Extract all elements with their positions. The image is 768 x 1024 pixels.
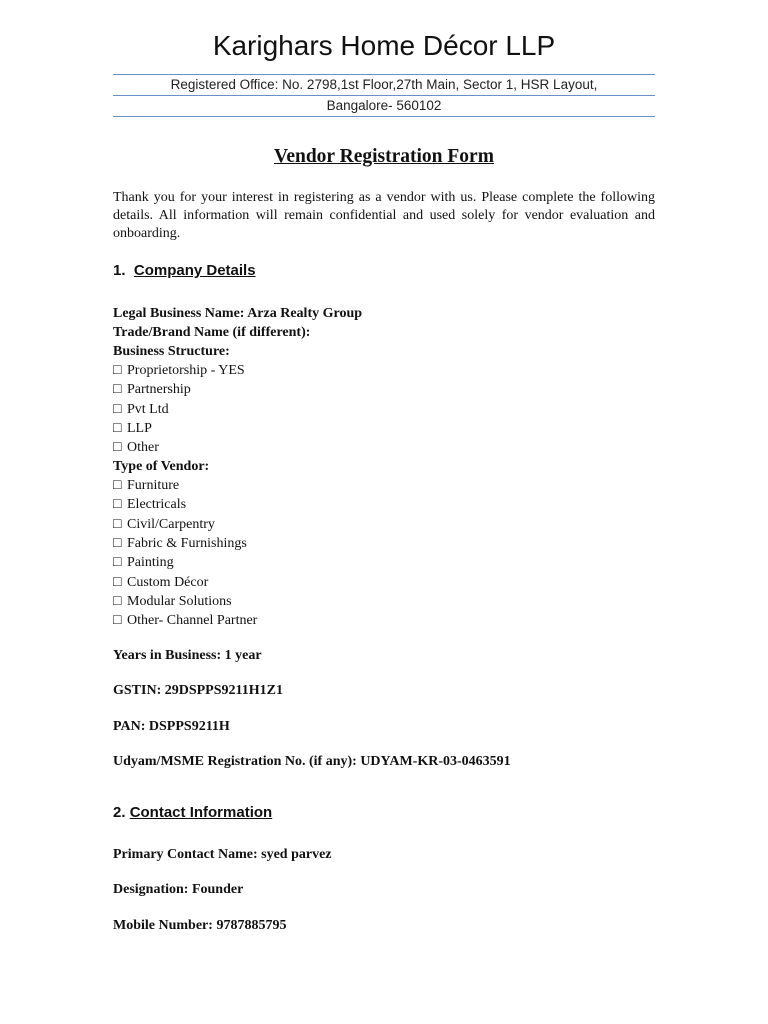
section-1-heading [113,262,256,279]
section-1-number: 1. [113,262,126,279]
designation-value: Founder [191,882,244,897]
section-2-heading [113,804,272,821]
vendor-type-option [113,476,655,495]
checkbox-icon[interactable]: □ [113,401,122,417]
checkbox-icon[interactable]: □ [113,440,122,456]
checkbox-icon[interactable]: □ [113,382,122,398]
udyam-registration [113,753,511,771]
option-label: LLP [127,420,152,436]
mobile-number [113,917,286,935]
business-structure-options [113,361,655,458]
registered-office-address [113,74,655,117]
pan-label: PAN: [113,719,146,734]
option-label: Other [127,440,159,456]
vendor-type-option [113,534,655,553]
option-label: Proprietorship - YES [127,362,245,378]
vendor-type-option [113,573,655,592]
address-line-2: Bangalore- 560102 [113,95,655,117]
vendor-type-option [113,553,655,572]
primary-contact-name [113,846,332,864]
option-label: Custom Décor [127,574,209,590]
option-label: Fabric & Furnishings [127,535,247,551]
checkbox-icon[interactable]: □ [113,574,122,590]
address-line-1: Registered Office: No. 2798,1st Floor,27th Main, Sector 1, HSR Layout, [113,74,655,95]
udyam-label: Udyam/MSME Registration No. (if any): [113,754,357,769]
option-label: Furniture [127,477,180,493]
vendor-type-label: Type of Vendor: [113,458,210,474]
checkbox-icon[interactable]: □ [113,535,122,551]
checkbox-icon[interactable]: □ [113,477,122,493]
designation-label: Designation: [113,882,189,897]
company-details-fields [113,304,655,631]
business-structure-option [113,380,655,399]
legal-business-name-value: Arza Realty Group [247,306,363,321]
vendor-type-options [113,476,655,631]
checkbox-icon[interactable]: □ [113,594,122,610]
gstin [113,682,283,700]
intro-paragraph: Thank you for your interest in registering as a vendor with us. Please complete the following details. All information will remain confidential and used solely for vendor evaluation and onboarding. [113,190,655,241]
years-in-business-label: Years in Business: [113,648,222,663]
trade-name-label: Trade/Brand Name (if different): [113,325,311,341]
option-label: Pvt Ltd [127,401,169,417]
years-in-business-value: 1 year [224,648,262,663]
primary-contact-name-label: Primary Contact Name: [113,847,258,862]
checkbox-icon[interactable]: □ [113,613,122,629]
option-label: Modular Solutions [127,594,232,610]
checkbox-icon[interactable]: □ [113,497,122,513]
business-structure-option [113,400,655,419]
years-in-business [113,647,262,665]
option-label: Electricals [127,497,187,513]
form-title: Vendor Registration Form [274,146,494,167]
gstin-value: 29DSPPS9211H1Z1 [164,683,283,698]
section-1-title: Company Details [133,262,256,279]
udyam-value: UDYAM-KR-03-0463591 [360,754,511,769]
primary-contact-name-value: syed parvez [261,847,332,862]
gstin-label: GSTIN: [113,683,162,698]
option-label: Other- Channel Partner [127,613,258,629]
checkbox-icon[interactable]: □ [113,362,122,378]
legal-business-name-row [113,304,655,323]
business-structure-option [113,419,655,438]
business-structure-option [113,438,655,457]
business-structure-label: Business Structure: [113,343,230,359]
mobile-number-label: Mobile Number: [113,918,213,933]
section-2-number: 2. [113,804,126,821]
legal-business-name-label: Legal Business Name: [113,306,245,321]
pan-value: DSPPS9211H [148,719,230,734]
checkbox-icon[interactable]: □ [113,516,122,532]
option-label: Civil/Carpentry [127,516,215,532]
checkbox-icon[interactable]: □ [113,555,122,571]
vendor-type-option [113,495,655,514]
mobile-number-value: 9787885795 [216,918,287,933]
trade-name-row [113,323,655,342]
designation [113,881,243,899]
pan [113,718,230,736]
company-name: Karighars Home Décor LLP [212,30,556,61]
section-2-title: Contact Information [129,804,273,821]
vendor-type-option [113,515,655,534]
vendor-type-option [113,611,655,630]
option-label: Painting [127,555,174,571]
business-structure-option [113,361,655,380]
vendor-type-option [113,592,655,611]
checkbox-icon[interactable]: □ [113,420,122,436]
option-label: Partnership [127,382,191,398]
